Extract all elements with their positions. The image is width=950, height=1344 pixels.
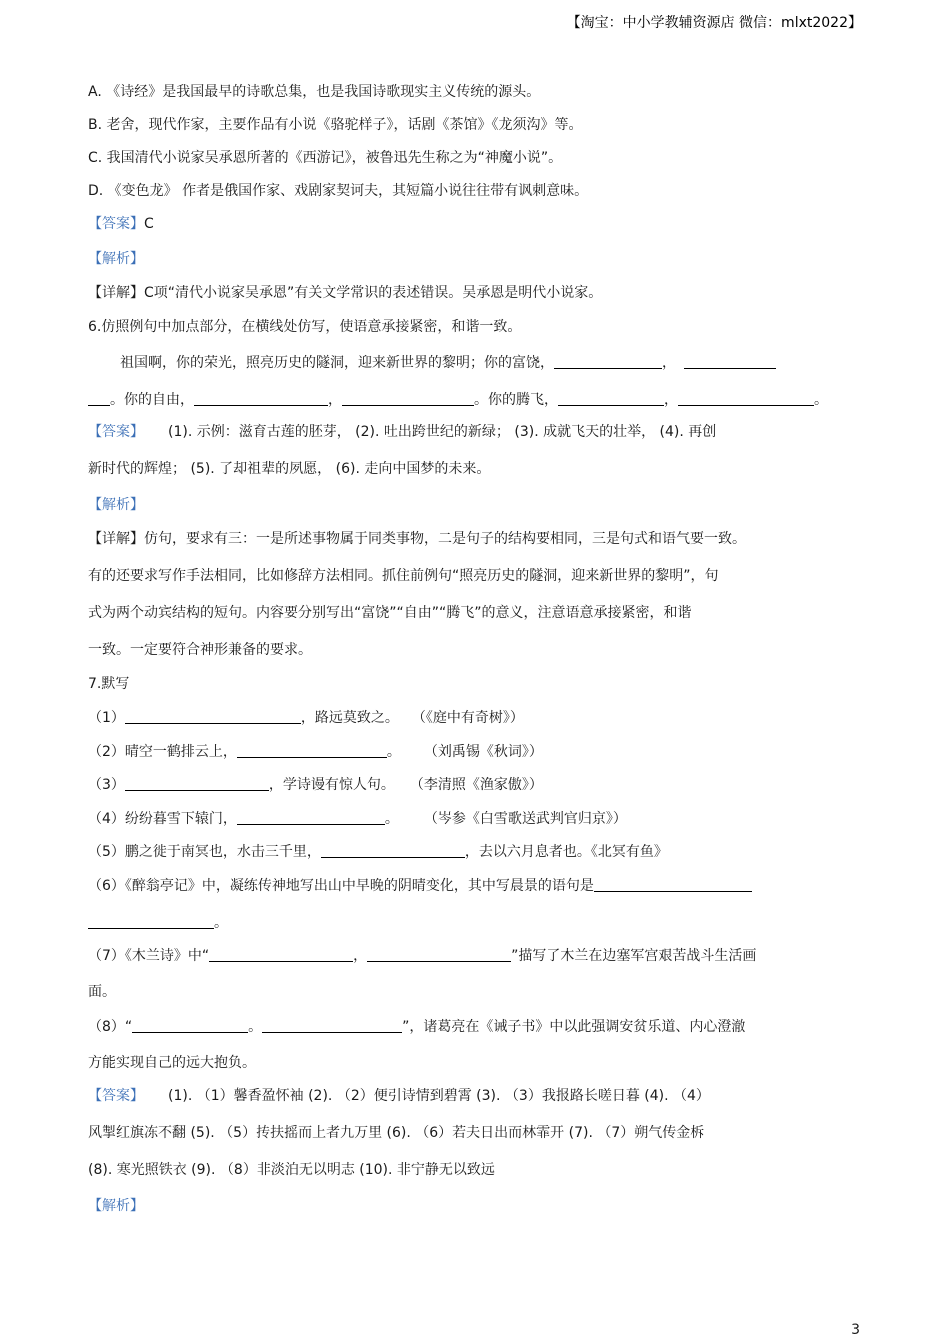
blank — [209, 945, 353, 962]
q7-item-3 — [88, 774, 543, 795]
comma: ， — [664, 392, 678, 408]
q5-detail: 【详解】C项“清代小说家吴承恩”有关文学常识的表述错误。吴承恩是明代小说家。 — [88, 285, 603, 301]
q6-detail-line4: 一致。一定要符合神形兼备的要求。 — [88, 642, 312, 658]
q7-item-7-cont: 面。 — [88, 984, 116, 1000]
q6-answer-line1 — [88, 422, 716, 442]
q6-title: 6.仿照例句中加点部分，在横线处仿写，使语意承接紧密，和谐一致。 — [88, 319, 522, 335]
item-text: ”，诸葛亮在《诫子书》中以此强调安贫乐道、内心澄澈 — [402, 1019, 746, 1035]
period: 。 — [814, 392, 828, 408]
answer-text: (1). 示例：滋育古莲的胚芽， (2). 吐出跨世纪的新绿； (3). 成就飞天的壮举， (4). 再创 — [168, 424, 717, 440]
q7-item-6 — [88, 875, 752, 896]
blank — [88, 912, 214, 929]
comma: ， — [662, 355, 676, 371]
q7-answer-line3: (8). 寒光照铁衣 (9). （8）非淡泊无以明志 (10). 非宁静无以致远 — [88, 1162, 495, 1178]
q7-analysis-tag: 【解析】 — [88, 1198, 144, 1214]
item-text: ，学诗谩有惊人句。 — [268, 777, 395, 793]
blank — [237, 808, 385, 825]
prompt-text: 。你的腾飞， — [474, 392, 558, 408]
q5-option-d: D. 《变色龙》 作者是俄国作家、戏剧家契诃夫，其短篇小说往往带有讽刺意味。 — [88, 183, 589, 199]
item-source: （岑参《白雪歌送武判官归京》） — [430, 811, 627, 827]
q6-prompt-line2 — [88, 389, 828, 410]
item-text: 。 — [384, 811, 399, 827]
item-text: （3） — [88, 777, 125, 793]
blank — [321, 841, 465, 858]
answer-tag: 【答案】 — [88, 1088, 144, 1104]
answer-text: (1). （1）馨香盈怀袖 (2). （2）便引诗情到碧霄 (3). （3）我报路长嗟日暮 (4). （4） — [168, 1088, 710, 1104]
item-text: ，路远莫致之。 — [300, 710, 399, 726]
blank-2-cont — [88, 389, 110, 406]
q7-item-6-cont — [88, 912, 228, 933]
q7-title: 7.默写 — [88, 676, 130, 692]
answer-tag: 【答案】 — [88, 216, 144, 232]
answer-text: C — [144, 216, 154, 232]
item-text: （2）晴空一鹤排云上， — [88, 744, 237, 760]
blank-5 — [558, 389, 664, 406]
blank-4 — [342, 389, 474, 406]
q6-answer-line2: 新时代的辉煌； (5). 了却祖辈的夙愿， (6). 走向中国梦的未来。 — [88, 461, 491, 477]
comma: ， — [328, 392, 342, 408]
q7-answer-line1 — [88, 1086, 710, 1106]
item-text: （8）“ — [88, 1019, 133, 1035]
item-text: 。 — [386, 744, 401, 760]
blank-3 — [194, 389, 328, 406]
item-text: （5）鹏之徙于南冥也，水击三千里， — [88, 844, 321, 860]
q5-option-b: B. 老舍，现代作家，主要作品有小说《骆驼样子》，话剧《茶馆》《龙须沟》等。 — [88, 117, 583, 133]
q7-item-8-cont: 方能实现自己的远大抱负。 — [88, 1055, 256, 1071]
prompt-text: 祖国啊，你的荣光，照亮历史的隧洞，迎来新世界的黎明；你的富饶， — [120, 355, 554, 371]
blank — [237, 741, 387, 758]
item-text: （6）《醉翁亭记》中，凝练传神地写出山中早晚的阴晴变化，其中写晨景的语句是 — [88, 878, 594, 894]
blank — [132, 1016, 248, 1033]
blank-2 — [684, 352, 776, 369]
q7-item-4 — [88, 808, 627, 829]
answer-tag: 【答案】 — [88, 424, 144, 440]
q5-answer — [88, 214, 154, 234]
prompt-text: 。你的自由， — [110, 392, 194, 408]
blank — [594, 875, 752, 892]
blank — [262, 1016, 402, 1033]
item-source: （李清照《渔家傲》） — [416, 777, 543, 793]
item-text: 。 — [214, 915, 228, 931]
item-text: ”描写了木兰在边塞军宫艰苦战斗生活画 — [511, 948, 757, 964]
blank — [367, 945, 511, 962]
blank — [125, 774, 269, 791]
q5-option-a: A. 《诗经》是我国最早的诗歌总集，也是我国诗歌现实主义传统的源头。 — [88, 84, 541, 100]
q6-detail-line3: 式为两个动宾结构的短句。内容要分别写出“富饶”“自由”“腾飞”的意义，注意语意承接紧密，和谐 — [88, 605, 692, 621]
page-header: 【淘宝：中小学教辅资源店 微信：mlxt2022】 — [566, 15, 862, 31]
item-text: （1） — [88, 710, 125, 726]
q7-item-7 — [88, 945, 756, 966]
q6-prompt-line1 — [120, 352, 776, 373]
q6-analysis-tag: 【解析】 — [88, 497, 144, 513]
blank — [125, 707, 301, 724]
item-text: ，去以六月息者也。《北冥有鱼》 — [464, 844, 668, 860]
q7-item-5 — [88, 841, 668, 862]
item-source: （刘禹锡《秋词》） — [430, 744, 543, 760]
q7-item-1 — [88, 707, 524, 728]
item-text: （4）纷纷暮雪下辕门， — [88, 811, 237, 827]
blank-6 — [678, 389, 814, 406]
q6-detail-line2: 有的还要求写作手法相同，比如修辞方法相同。抓住前例句“照亮历史的隧洞，迎来新世界的黎明”，句 — [88, 568, 719, 584]
q7-item-2 — [88, 741, 543, 762]
item-text: （7）《木兰诗》中“ — [88, 948, 210, 964]
q5-option-c: C. 我国清代小说家吴承恩所著的《西游记》，被鲁迅先生称之为“神魔小说”。 — [88, 150, 563, 166]
page-number: 3 — [851, 1322, 860, 1338]
q6-detail-line1: 【详解】仿句，要求有三：一是所述事物属于同类事物，二是句子的结构要相同，三是句式和语气要一致。 — [88, 531, 746, 547]
q7-item-8 — [88, 1016, 745, 1037]
q7-answer-line2: 风掣红旗冻不翻 (5). （5）抟扶摇而上者九万里 (6). （6）若夫日出而林霏开 (7). （7）朔气传金柝 — [88, 1125, 705, 1141]
item-source: （《庭中有奇树》） — [418, 710, 524, 726]
q5-analysis-tag: 【解析】 — [88, 251, 144, 267]
item-text: 。 — [248, 1019, 263, 1035]
item-text: ， — [353, 948, 368, 964]
blank-1 — [554, 352, 662, 369]
